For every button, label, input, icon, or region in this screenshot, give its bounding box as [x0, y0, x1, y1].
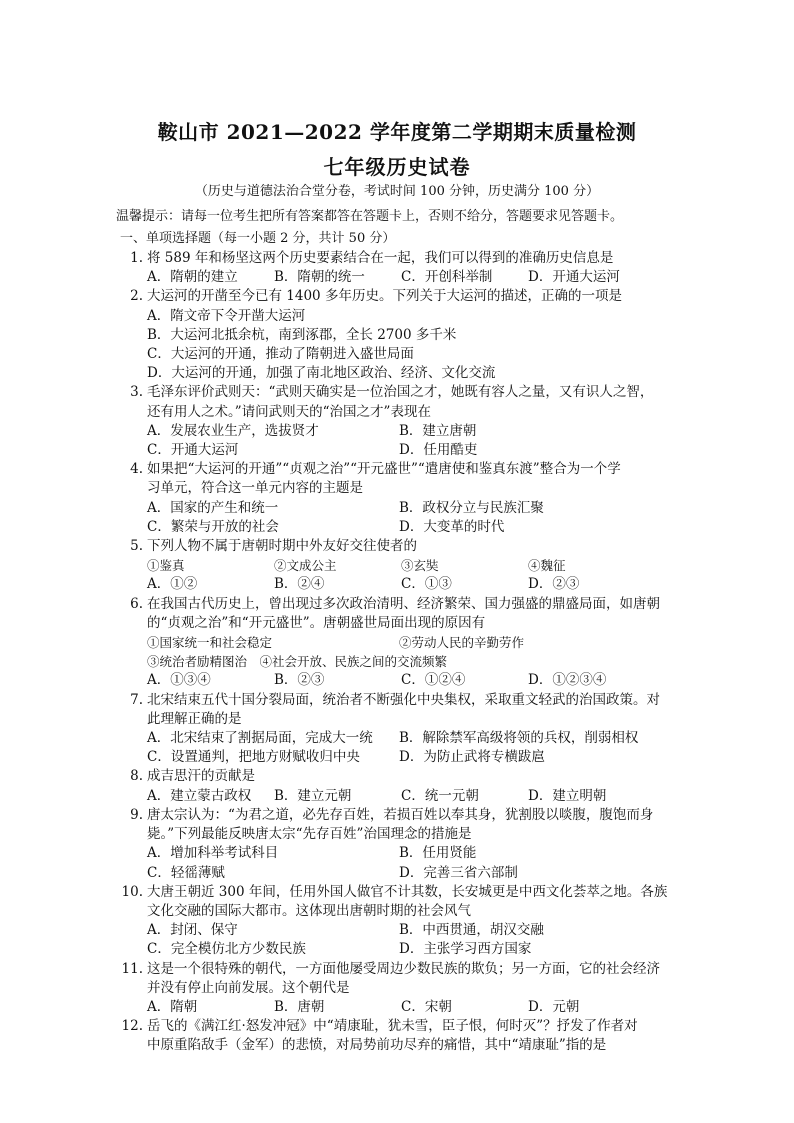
answer-option-row	[147, 844, 684, 863]
question-stem-line: 并没有停止向前发展。这个朝代是	[147, 979, 350, 996]
question-stem-line: 在我国古代历史上，曾出现过多次政治清明、经济繁荣、国力强盛的鼎盛局面，如唐朝	[147, 595, 660, 612]
answer-option: C．繁荣与开放的社会	[147, 518, 279, 535]
answer-option: B．②③	[274, 672, 325, 689]
question-number: 9.	[130, 806, 143, 823]
statement-item: ④魏征	[528, 558, 566, 574]
question-number: 8.	[130, 768, 143, 785]
question-number: 4.	[130, 461, 143, 478]
answer-option: A．封闭、保守	[147, 922, 238, 939]
statement-item: ①鉴真	[147, 558, 185, 574]
answer-option-row	[147, 326, 684, 345]
answer-option: A．发展农业生产，选拔贤才	[147, 422, 319, 439]
question-9	[0, 806, 794, 883]
question-number: 11.	[121, 960, 143, 977]
section-heading: 一、单项选择题（每一小题 2 分，共计 50 分）	[120, 231, 396, 246]
answer-option-row	[147, 998, 684, 1017]
answer-option-row	[147, 787, 684, 806]
answer-option-row	[147, 921, 684, 940]
answer-option: D．为防止武将专横跋扈	[399, 749, 545, 766]
answer-option: C．大运河的开通，推动了隋朝进入盛世局面	[147, 346, 414, 363]
question-stem-line: 岳飞的《满江红·怒发冲冠》中“靖康耻，犹未雪，臣子恨，何时灭”？抒发了作者对	[147, 1018, 638, 1035]
question-1	[0, 249, 794, 287]
answer-option: D．大变革的时代	[399, 518, 505, 535]
answer-option-row	[147, 499, 684, 518]
question-stem-line: 此理解正确的是	[147, 710, 242, 727]
answer-option: D．主张学习西方国家	[399, 941, 532, 958]
answer-option-row	[147, 518, 684, 537]
answer-option-row	[147, 729, 684, 748]
question-12	[0, 1017, 794, 1055]
statement-item-row	[147, 633, 684, 652]
answer-option: D．开通大运河	[528, 269, 620, 286]
answer-option-row	[147, 364, 684, 383]
answer-option-row	[147, 441, 684, 460]
question-stem-line: 中原重陷敌手（金军）的悲愤，对局势前功尽弃的痛惜，其中“靖康耻”指的是	[147, 1037, 607, 1054]
answer-option: C．开创科举制	[401, 269, 493, 286]
answer-option: A．建立蒙古政权	[147, 787, 252, 804]
question-stem-line: 文化交融的国际大都市。这体现出唐朝时期的社会风气	[147, 902, 471, 919]
question-stem-line: 下列人物不属于唐朝时期中外友好交往使者的	[147, 538, 417, 555]
question-stem-line: 毙。”下列最能反映唐太宗“先存百姓”治国理念的措施是	[147, 826, 472, 843]
question-10	[0, 883, 794, 960]
answer-option: C．设置通判，把地方财赋收归中央	[147, 749, 360, 766]
question-number: 12.	[121, 1018, 143, 1035]
statement-item: ③统治者励精图治 ④社会开放、民族之间的交流频繁	[147, 654, 448, 670]
exam-subtitle: 七年级历史试卷	[323, 155, 471, 179]
statement-item-row	[147, 652, 684, 671]
answer-option: A．①③④	[147, 672, 211, 689]
question-7	[0, 691, 794, 768]
question-6	[0, 595, 794, 691]
question-stem-line: 如果把“大运河的开通”“贞观之治”“开元盛世”“遣唐使和鉴真东渡”整合为一个学	[147, 461, 621, 478]
question-2	[0, 287, 794, 383]
question-5	[0, 537, 794, 595]
answer-option: B．解除禁军高级将领的兵权，削弱相权	[399, 730, 639, 747]
warm-tip: 温馨提示：请每一位考生把所有答案都答在答题卡上，否则不给分，答题要求见答题卡。	[116, 209, 624, 224]
answer-option: A．隋朝的建立	[147, 269, 238, 286]
question-number: 6.	[130, 595, 143, 612]
answer-option: A．隋文帝下令开凿大运河	[147, 307, 306, 324]
answer-option: D．元朝	[528, 998, 580, 1015]
question-stem-line: 的“贞观之治”和“开元盛世”。唐朝盛世局面出现的原因有	[147, 614, 486, 631]
answer-option: B．中西贯通，胡汉交融	[399, 922, 544, 939]
answer-option-row	[147, 422, 684, 441]
answer-option: A．①②	[147, 576, 198, 593]
answer-option: D．任用酷吏	[399, 442, 478, 459]
answer-option: C．完全模仿北方少数民族	[147, 941, 306, 958]
answer-option: C．宋朝	[401, 998, 452, 1015]
statement-item-row	[147, 556, 684, 575]
answer-option: A．北宋结束了割据局面，完成大一统	[147, 730, 373, 747]
question-stem-line: 大运河的开凿至今已有 1400 多年历史。下列关于大运河的描述，正确的一项是	[147, 288, 622, 305]
answer-option-row	[147, 345, 684, 364]
question-number: 7.	[130, 691, 143, 708]
question-number: 3.	[130, 384, 143, 401]
question-stem-line: 习单元，符合这一单元内容的主题是	[147, 480, 363, 497]
answer-option: B．②④	[274, 576, 325, 593]
answer-option-row	[147, 307, 684, 326]
answer-option-row	[147, 671, 684, 690]
answer-option: C．开通大运河	[147, 442, 239, 459]
question-4	[0, 460, 794, 537]
answer-option-row	[147, 575, 684, 594]
answer-option: D．大运河的开通，加强了南北地区政治、经济、文化交流	[147, 365, 496, 382]
question-stem-line: 这是一个很特殊的朝代，一方面他屡受周边少数民族的欺负；另一方面，它的社会经济	[147, 960, 660, 977]
answer-option: B．建立元朝	[274, 787, 352, 804]
answer-option: A．国家的产生和统一	[147, 499, 279, 516]
statement-item: ②文成公主	[274, 558, 337, 574]
answer-option: C．①③	[401, 576, 452, 593]
question-stem-line: 大唐王朝近 300 年间，任用外国人做官不计其数，长安城更是中西文化荟萃之地。各族	[147, 883, 668, 900]
answer-option: B．唐朝	[274, 998, 325, 1015]
exam-note: （历史与道德法治合堂分卷，考试时间 100 分钟，历史满分 100 分）	[194, 184, 600, 199]
answer-option-row	[147, 864, 684, 883]
statement-item: ①国家统一和社会稳定	[147, 635, 273, 651]
question-stem-line: 北宋结束五代十国分裂局面，统治者不断强化中央集权，采取重文轻武的治国政策。对	[147, 691, 660, 708]
answer-option: A．隋朝	[147, 998, 198, 1015]
answer-option: C．统一元朝	[401, 787, 479, 804]
answer-option: B．建立唐朝	[399, 422, 477, 439]
question-number: 1.	[130, 250, 143, 266]
statement-item: ②劳动人民的辛勤劳作	[399, 635, 525, 651]
question-stem-line: 毛泽东评价武则天：“武则天确实是一位治国之才，她既有容人之量，又有识人之智，	[147, 384, 654, 401]
question-stem-line: 还有用人之术。”请问武则天的“治国之才”表现在	[147, 403, 431, 420]
answer-option: B．大运河北抵余杭，南到涿郡，全长 2700 多千米	[147, 326, 457, 343]
answer-option: D．①②③④	[528, 672, 607, 689]
question-stem-line: 将 589 年和杨坚这两个历史要素结合在一起，我们可以得到的准确历史信息是	[147, 250, 614, 266]
answer-option-row	[147, 748, 684, 767]
statement-item: ③玄奘	[401, 558, 439, 574]
question-list	[0, 249, 794, 1056]
answer-option: C．①②④	[401, 672, 466, 689]
answer-option: C．轻徭薄赋	[147, 864, 225, 881]
answer-option: D．②③	[528, 576, 580, 593]
question-number: 10.	[121, 883, 143, 900]
answer-option: D．建立明朝	[528, 787, 607, 804]
answer-option: B．隋朝的统一	[274, 269, 365, 286]
answer-option: B．政权分立与民族汇聚	[399, 499, 544, 516]
exam-title: 鞍山市 2021—2022 学年度第二学期期末质量检测	[157, 120, 637, 144]
question-number: 5.	[130, 538, 143, 555]
answer-option: A．增加科举考试科目	[147, 845, 279, 862]
answer-option-row	[147, 268, 684, 287]
answer-option-row	[147, 940, 684, 959]
question-number: 2.	[130, 288, 143, 305]
answer-option: B．任用贤能	[399, 845, 477, 862]
question-11	[0, 960, 794, 1018]
question-8	[0, 767, 794, 805]
question-stem-line: 唐太宗认为：“为君之道，必先存百姓，若损百姓以奉其身，犹割股以啖腹，腹饱而身	[147, 806, 654, 823]
answer-option: D．完善三省六部制	[399, 864, 518, 881]
question-3	[0, 383, 794, 460]
question-stem-line: 成吉思汗的贡献是	[147, 768, 255, 785]
